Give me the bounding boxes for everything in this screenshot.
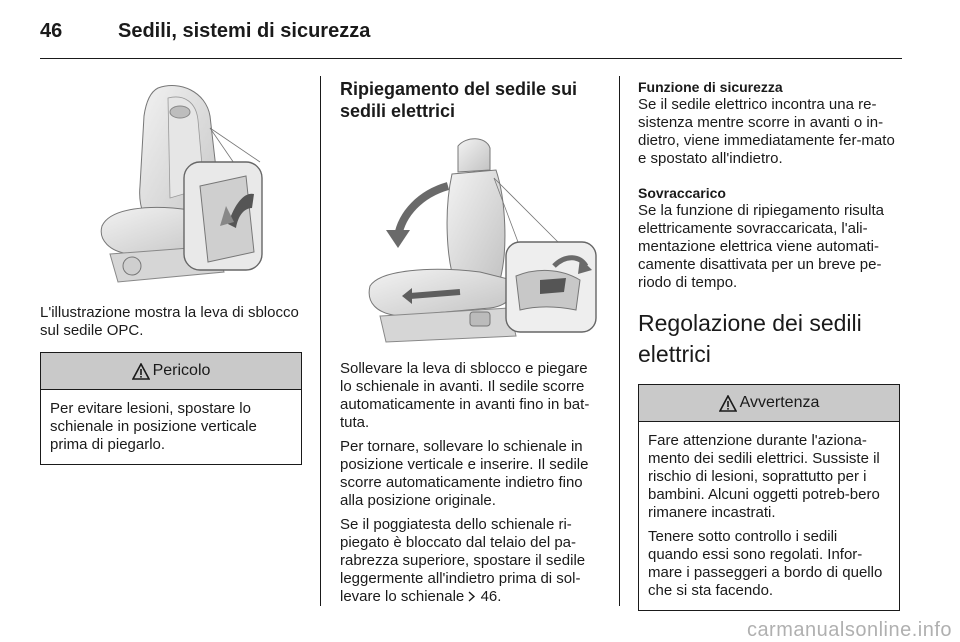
danger-box [40,352,302,465]
section-heading: Ripiegamento del sedile sui sedili elettrici [340,79,578,121]
warning-triangle-icon [132,363,150,380]
warning-box [638,384,900,611]
electric-seat-illustration [340,130,602,344]
column-divider [320,76,321,606]
figure-caption: L'illustrazione mostra la leva di sblocco sul sedile OPC. [40,304,299,339]
danger-box-header [41,353,301,390]
warning-box-paragraph: Tenere sotto controllo i sedili quando essi sono regolati. Infor-mare i passeggeri a bordo di quello che si sta facendo. [648,528,883,599]
section-heading: Regolazione dei sedili elettrici [638,310,862,367]
paragraph: Sollevare la leva di sblocco e piegare lo schienale in avanti. Il sedile scorre automaticamente in avanti fino in bat-tuta. [340,360,590,431]
page-number: 46 [40,20,63,42]
page-reference-arrow-icon[interactable] [468,591,476,602]
danger-box-title: Pericolo [152,362,211,379]
warning-triangle-icon [719,395,737,412]
warning-box-header [639,385,899,422]
danger-box-text: Per evitare lesioni, spostare lo schienale in posizione verticale prima di piegarlo. [50,400,257,453]
warning-box-title: Avvertenza [739,394,820,411]
column-right [638,76,900,611]
opc-seat-illustration [40,76,302,290]
warning-box-paragraph: Fare attenzione durante l'aziona-mento dei sedili elettrici. Sussiste il rischio di lesioni, soprattutto per i bambini. Alcuni oggetti potreb-bero rimanere incastrati. [648,432,880,521]
overload-text: Se la funzione di ripiegamento risulta elettricamente sovraccaricata, l'ali-mentazione elettrica viene automati-camente disattivata per un breve pe-riodo di tempo. [638,202,884,291]
column-middle [340,76,602,606]
chapter-title: Sedili, sistemi di sicurezza [118,20,371,42]
paragraph: Per tornare, sollevare lo schienale in posizione verticale e inserire. Il sedile scorre automaticamente indietro fino alla posizione originale. [340,438,589,509]
watermark: carmanualsonline.info [746,619,952,641]
paragraph-with-reference [340,516,602,606]
overload-heading: Sovraccarico [638,185,726,201]
column-left [40,76,302,465]
page-reference-number[interactable]: 46. [480,588,502,605]
column-divider [619,76,620,606]
paragraph-text: Se il poggiatesta dello schienale ri-piegato è bloccato dal telaio del pa-rabrezza superiore, spostare il sedile leggermente all'indietro prima di sol-levare lo schienale [340,516,586,605]
page-header [40,18,902,59]
safety-function-heading: Funzione di sicurezza [638,79,783,95]
safety-function-text: Se il sedile elettrico incontra una re-sistenza mentre scorre in avanti o in-dietro, viene immediatamente fer-mato e spostato all'indietro. [638,96,895,167]
